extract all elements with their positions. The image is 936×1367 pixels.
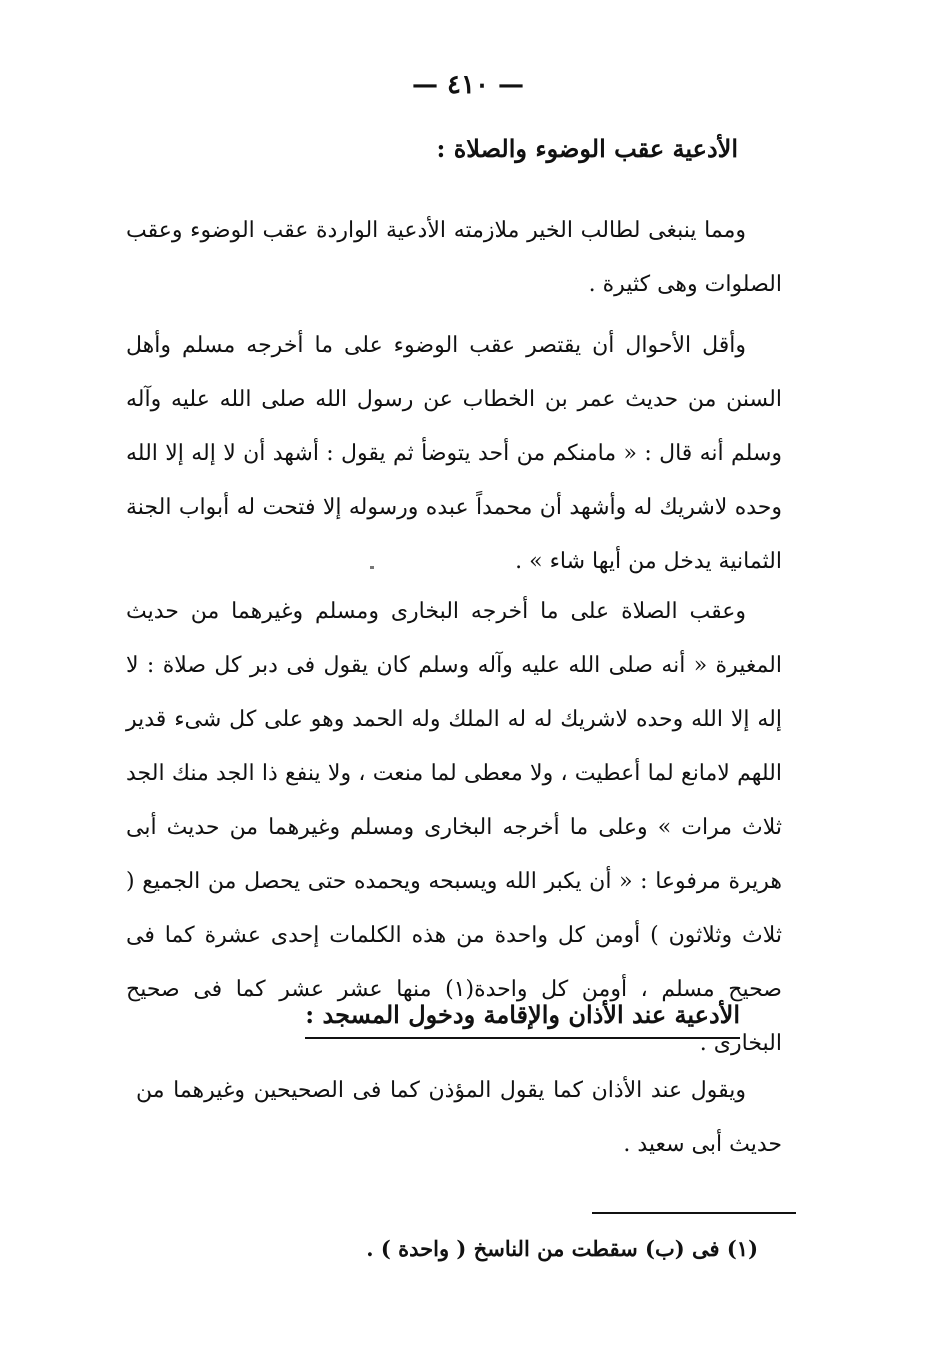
paragraph-ablution-hadith: وأقل الأحوال أن يقتصر عقب الوضوء على ما أخرجه مسلم وأهل السنن من حديث عمر بن الخطاب عن رسول الله صلى الله عليه وآله وسلم أنه قال : « مامنكم من أحد يتوضأ ثم يقول : أشهد أن لا إله إلا الله وحده لاشريك له وأشهد أن محمداً عبده ورسوله إلا فتحت له أبواب الجنة الثمانية يدخل من أيها شاء » . xyxy=(126,333,782,574)
section-heading-ablution-prayer: الأدعية عقب الوضوء والصلاة : xyxy=(436,134,738,163)
paragraph-adhan: ويقول عند الأذان كما يقول المؤذن كما فى الصحيحين وغيرهما من حديث أبى سعيد . xyxy=(136,1078,782,1157)
separator-mark xyxy=(370,566,374,569)
section-heading-adhan-mosque: الأدعية عند الأذان والإقامة ودخول المسجد : xyxy=(305,1000,740,1039)
paragraph-intro: ومما ينبغى لطالب الخير ملازمته الأدعية الواردة عقب الوضوء وعقب الصلوات وهى كثيرة . xyxy=(126,218,782,297)
footnote: (١) فى (ب) سقطت من الناسخ ( واحدة ) . xyxy=(366,1236,758,1261)
footnote-divider xyxy=(592,1212,796,1214)
page-number: — ٤١٠ — xyxy=(411,70,525,100)
paragraph-prayer-hadith: وعقب الصلاة على ما أخرجه البخارى ومسلم وغيرهما من حديث المغيرة « أنه صلى الله عليه وآله وسلم كان يقول فى دبر كل صلاة : لا إله إلا الله وحده لاشريك له له الملك وله الحمد وهو على كل شىء قدير اللهم لامانع لما أعطيت ، ولا معطى لما منعت ، ولا ينفع ذا الجد منك الجد ثلاث مرات » وعلى ما أخرجه البخارى ومسلم وغيرهما من حديث أبى هريرة مرفوعا : « أن يكبر الله ويسبحه ويحمده حتى يحصل من الجميع ( ثلاث وثلاثون ) أومن كل واحدة من هذه الكلمات إحدى عشرة كما فى صحيح مسلم ، أومن كل واحدة(١) منها عشر عشر كما فى صحيح البخارى . xyxy=(126,599,782,1056)
